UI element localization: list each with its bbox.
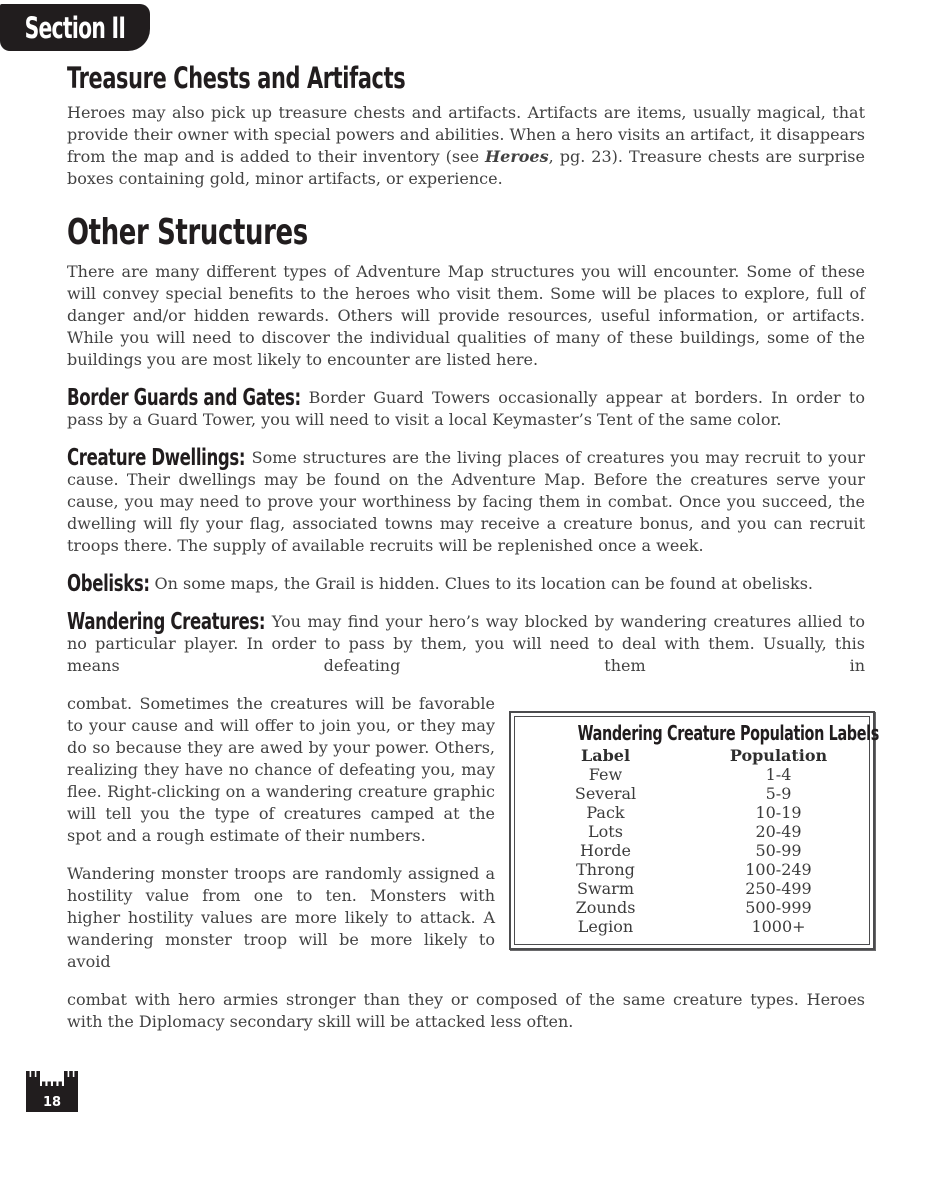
heading-other-structures: Other Structures [67,212,308,253]
page-content [67,0,879,1033]
para-monster-troops: Wandering monster troops are randomly assigned a hostility value from one to ten. Monsters with higher hostility values are more likely to attack. A wandering monster troop will be more likely to avoid [67,864,495,971]
creature-dwellings-text: Some structures are the living places of creatures you may recruit to your cause. Their dwellings may be found on the Adventure Map. Before the creatures serve your cause, you may need to prove your worthiness by facing them in combat. Once you succeed, the dwelling will fly your flag, associated towns may receive a creature bonus, and you can recruit troops there. The supply of available recruits will be replenished once a week. [67,448,865,555]
heading-treasure-chests: Treasure Chests and Artifacts [67,61,406,95]
subhead-border-guards: Border Guards and Gates: [67,385,301,411]
table-cell-label: Horde [580,841,631,860]
table-cell-population: 50-99 [755,841,802,860]
table-cell-population: 1-4 [765,765,792,784]
castle-page-icon [26,1070,78,1114]
page-number: 18 [42,1095,62,1110]
para-border-guards [67,387,865,431]
table-cell-label: Several [574,784,637,803]
subhead-obelisks: Obelisks: [67,571,150,597]
table-cell-population: 5-9 [765,784,792,803]
table-cell-label: Few [588,765,623,784]
table-cell-population: 100-249 [745,860,812,879]
table-cell-label: Pack [586,803,625,822]
heroes-reference: Heroes [485,147,549,166]
table-cell-population: 500-999 [745,898,812,917]
wandering-population-table [509,711,879,950]
para-wandering-intro [67,611,865,677]
table-cell-label: Swarm [576,879,634,898]
para-obelisks [67,573,865,595]
treasure-text-before: Heroes may also pick up treasure chests and artifacts. Artifacts are items, usually magical, that provide their owner with special powers and abilities. When a hero visits an artifact, it disappears from the map and is added to their inventory (see [67,103,865,166]
table-cell-label: Throng [576,860,635,879]
table-col-header-population: Population [729,746,828,765]
obelisks-text: On some maps, the Grail is hidden. Clues to its location can be found at obelisks. [154,574,814,593]
border-guards-text: Border Guard Towers occasionally appear at borders. In order to pass by a Guard Tower, you will need to visit a local Keymaster’s Tent of the same color. [67,388,865,429]
para-monster-troops-closing: combat with hero armies stronger than they or composed of the same creature types. Heroes with the Diplomacy secondary skill will be attacked less often. [67,990,865,1031]
table-cell-population: 250-499 [745,879,812,898]
section-tab-label: Section II [24,10,126,45]
wandering-population-table-inner [514,716,879,945]
table-cell-population: 1000+ [751,917,806,936]
table-cell-label: Zounds [575,898,636,917]
table-cell-population: 20-49 [755,822,802,841]
wandering-intro-text: You may find your hero’s way blocked by wandering creatures allied to no particular player. In order to pass by them, you will need to deal with them. Usually, this means defeating them in [67,612,865,675]
wrap-zone [67,693,879,973]
para-wandering-wrapped: combat. Sometimes the creatures will be favorable to your cause and will offer to join you, or they may do so because they are awed by your power. Others, realizing they have no chance of defeating you, may flee. Right-clicking on a wandering creature graphic will tell you the type of creatures camped at the spot and a rough estimate of their numbers. [67,694,495,845]
table-cell-label: Legion [577,917,634,936]
subhead-wandering-creatures: Wandering Creatures: [67,609,266,635]
treasure-text-after: , pg. 23). Treasure chests are surprise boxes containing gold, minor artifacts, or experience. [67,147,865,188]
table-title: Wandering Creature Population Labels [577,721,879,745]
table-col-header-label: Label [580,746,631,765]
subhead-creature-dwellings: Creature Dwellings: [67,445,246,471]
table-grid [519,746,865,936]
table-cell-population: 10-19 [755,803,802,822]
table-cell-label: Lots [588,822,623,841]
para-treasure-chests [67,102,865,190]
para-other-structures: There are many different types of Adventure Map structures you will encounter. Some of these will convey special benefits to the heroes who visit them. Some will be places to explore, full of danger and/or hidden rewards. Others will provide resources, useful information, or artifacts. While you will need to discover the individual qualities of many of these buildings, some of the buildings you are most likely to encounter are listed here. [67,262,865,369]
para-creature-dwellings [67,447,865,557]
